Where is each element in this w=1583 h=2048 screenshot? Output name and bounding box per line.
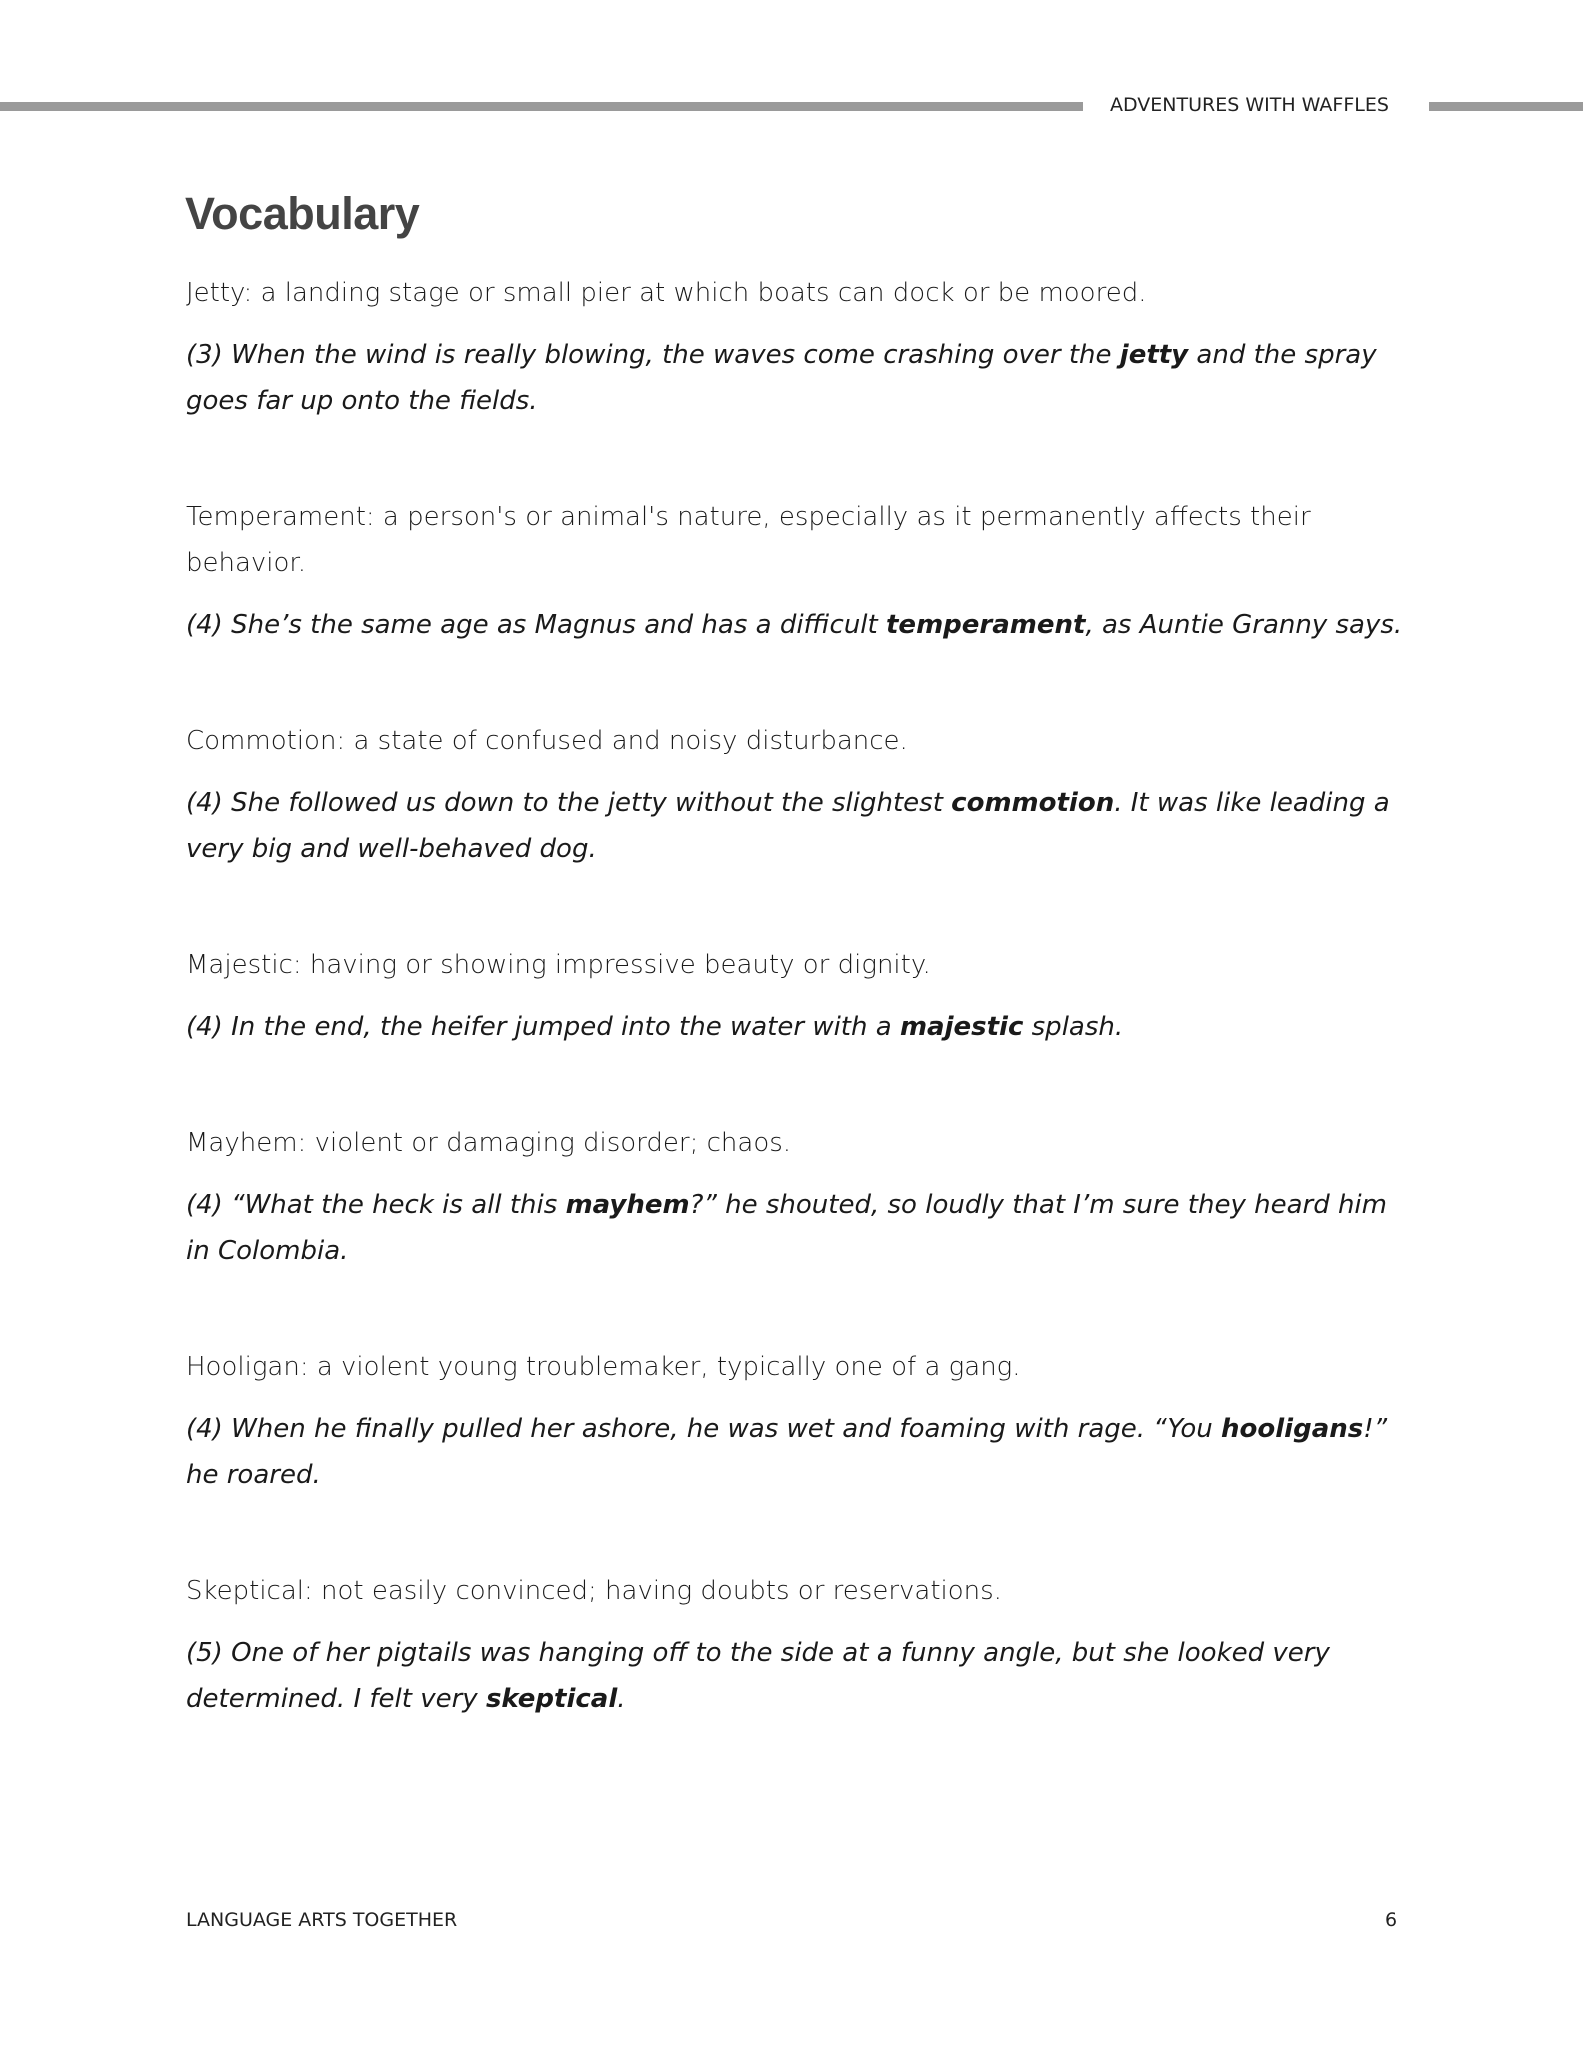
definition: Temperament: a person's or animal's nature, especially as it permanently affects their behavior. xyxy=(186,502,1311,578)
example-text: . It was like leading a very big and well-behaved dog. xyxy=(186,788,1390,864)
definition: Majestic: having or showing impressive beauty or dignity. xyxy=(186,950,931,980)
vocab-entry-jetty xyxy=(186,270,1416,424)
running-header-title: ADVENTURES WITH WAFFLES xyxy=(1110,94,1389,116)
example-text: (4) In the end, the heifer jumped into the water with a xyxy=(186,1012,900,1042)
vocab-entry-hooligan xyxy=(186,1344,1416,1498)
example-sentence xyxy=(186,780,1416,872)
example-text: , as Auntie Granny says. xyxy=(1085,610,1403,640)
example-text: (4) She’s the same age as Magnus and has a difficult xyxy=(186,610,886,640)
example-sentence xyxy=(186,602,1416,648)
vocab-entry-commotion xyxy=(186,718,1416,872)
definition: Commotion: a state of confused and noisy disturbance. xyxy=(186,726,908,756)
vocab-word: skeptical xyxy=(485,1684,618,1714)
example-text: and the spray goes far up onto the fields. xyxy=(186,340,1377,416)
vocab-entry-skeptical xyxy=(186,1568,1416,1722)
vocab-entry-temperament xyxy=(186,494,1416,648)
vocab-word: jetty xyxy=(1119,340,1189,370)
example-sentence xyxy=(186,1406,1416,1498)
vocab-word: commotion xyxy=(951,788,1115,818)
header-rule-right xyxy=(1429,102,1583,111)
example-text: (4) When he finally pulled her ashore, he was wet and foaming with rage. “You xyxy=(186,1414,1222,1444)
example-text: (4) “What the heck is all this xyxy=(186,1190,566,1220)
vocab-entry-majestic xyxy=(186,942,1416,1050)
example-sentence xyxy=(186,1182,1416,1274)
vocab-word: hooligans xyxy=(1221,1414,1364,1444)
definition: Skeptical: not easily convinced; having doubts or reservations. xyxy=(186,1576,1002,1606)
definition: Jetty: a landing stage or small pier at which boats can dock or be moored. xyxy=(186,278,1147,308)
example-sentence xyxy=(186,1004,1416,1050)
vocab-word: temperament xyxy=(886,610,1086,640)
example-text: (4) She followed us down to the jetty without the slightest xyxy=(186,788,952,818)
definition: Mayhem: violent or damaging disorder; chaos. xyxy=(186,1128,792,1158)
example-text: splash. xyxy=(1023,1012,1124,1042)
header-rule-left xyxy=(0,102,1083,111)
footer-book-title: LANGUAGE ARTS TOGETHER xyxy=(186,1909,458,1931)
example-text: (3) When the wind is really blowing, the waves come crashing over the xyxy=(186,340,1120,370)
vocab-entry-mayhem xyxy=(186,1120,1416,1274)
example-sentence xyxy=(186,1630,1416,1722)
example-text: (5) One of her pigtails was hanging off to the side at a funny angle, but she looked very determined. I felt very xyxy=(186,1638,1330,1714)
example-text: !” he roared. xyxy=(186,1414,1388,1490)
vocabulary-list xyxy=(186,270,1416,1792)
page-title: Vocabulary xyxy=(185,188,420,239)
example-sentence xyxy=(186,332,1416,424)
example-text: ?” he shouted, so loudly that I’m sure they heard him in Colombia. xyxy=(186,1190,1387,1266)
vocab-word: majestic xyxy=(899,1012,1024,1042)
definition: Hooligan: a violent young troublemaker, typically one of a gang. xyxy=(186,1352,1021,1382)
example-text: . xyxy=(617,1684,626,1714)
page-number: 6 xyxy=(1385,1909,1398,1931)
vocab-word: mayhem xyxy=(565,1190,690,1220)
